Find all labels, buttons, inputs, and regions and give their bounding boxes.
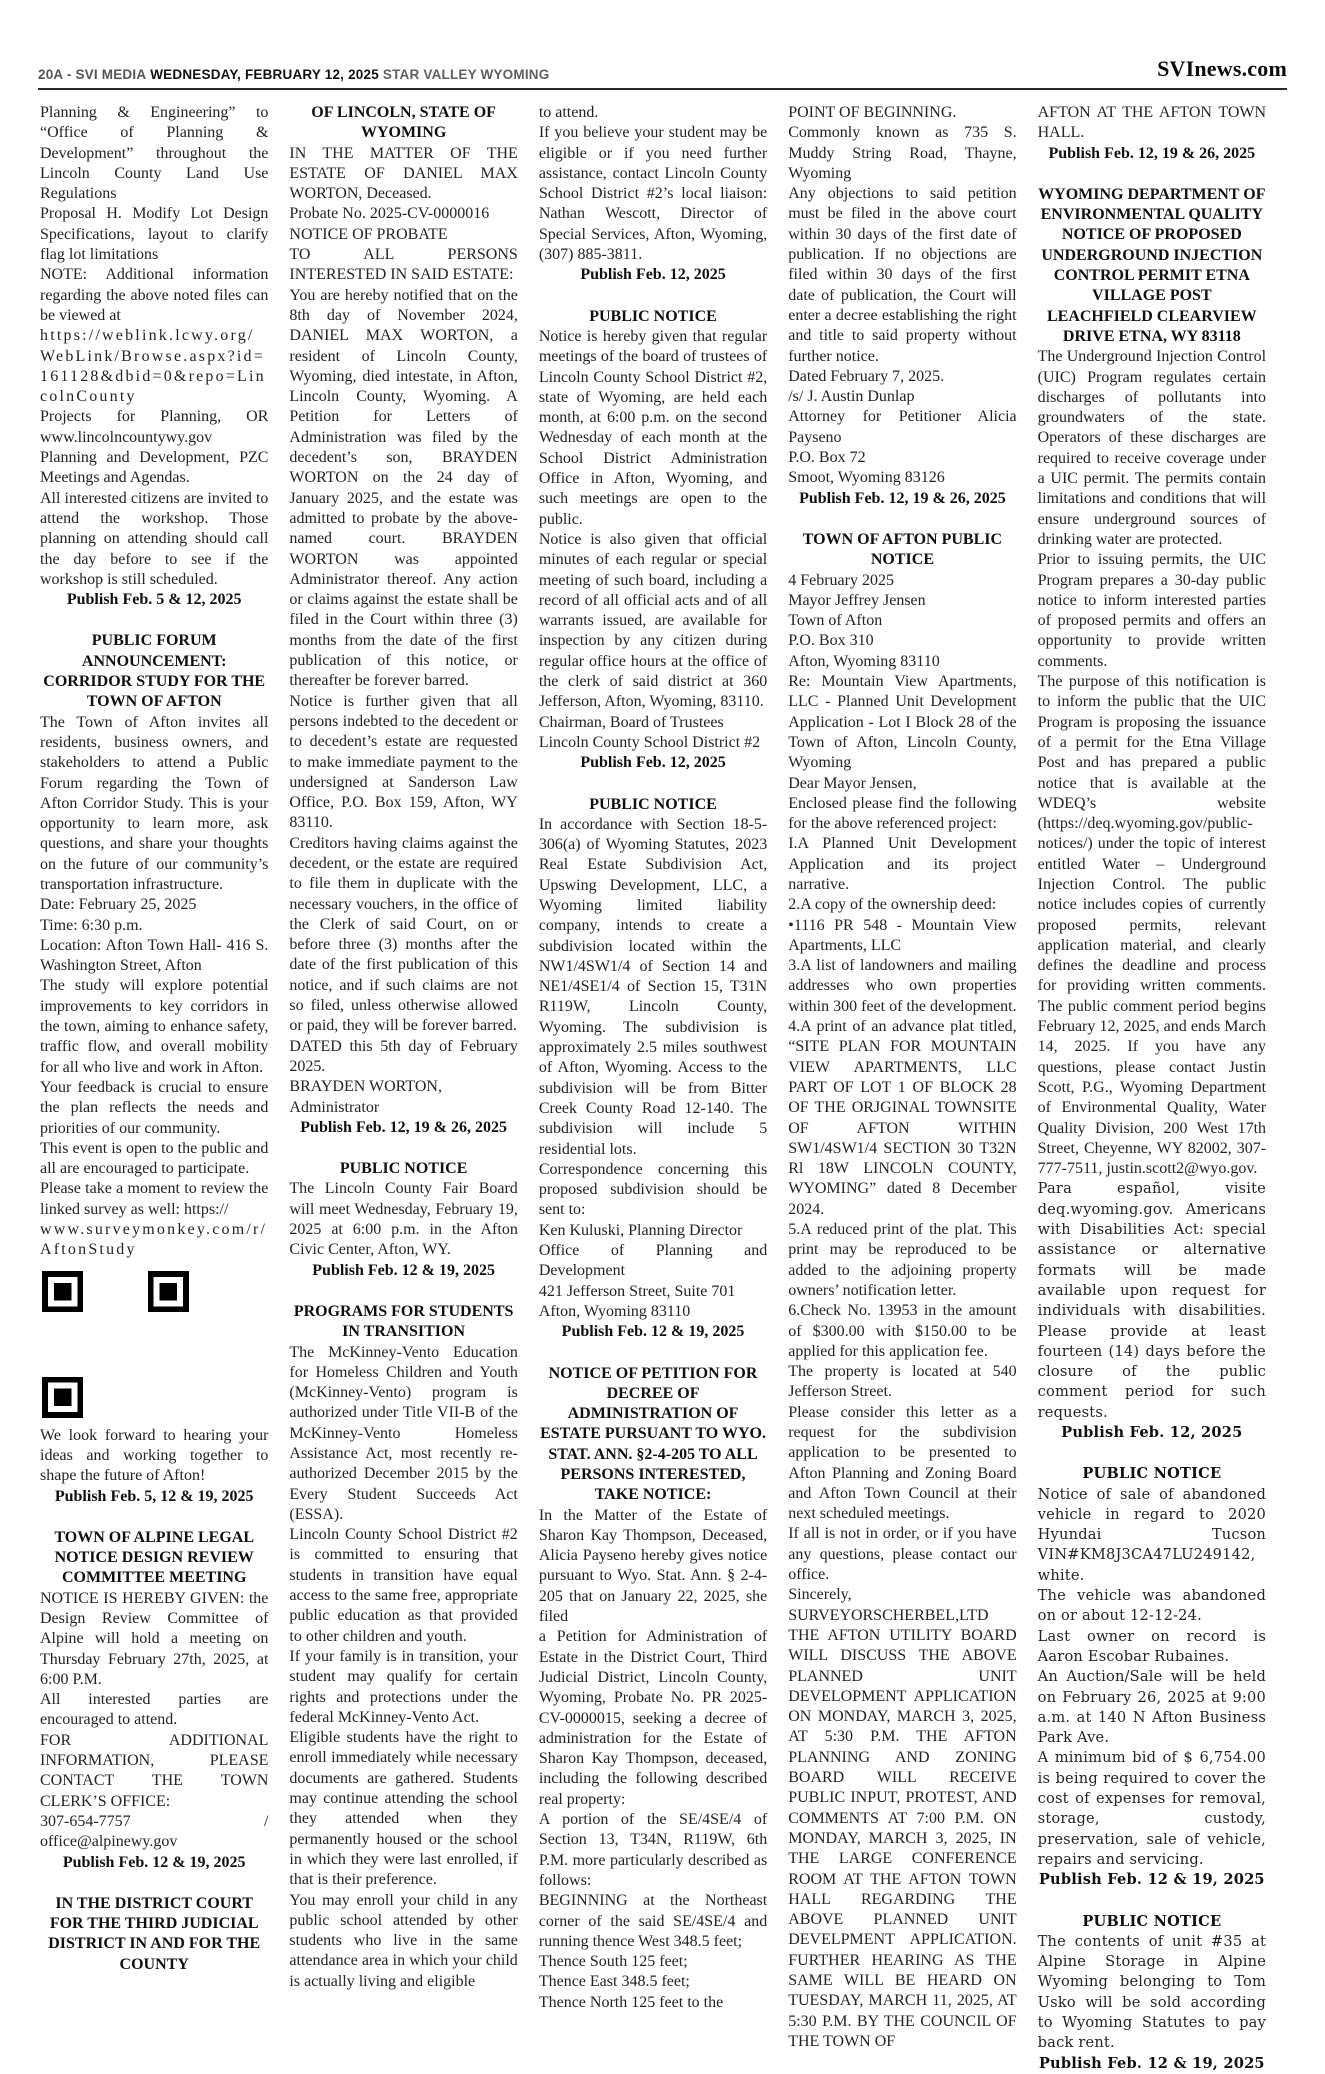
qr-code-image	[42, 1271, 189, 1418]
notice-paragraph: If all is not in order, or if you have any questions, please contact our office.	[788, 1525, 1017, 1584]
notice-paragraph: The Town of Afton invites all residents, business owners, and stakeholders to attend a Public Forum regarding the Town of Afton Corridor Study. This is your opportunity to learn more, ask questions, and share your thoughts on the future of our community’s transportation infrastructure.	[40, 713, 269, 893]
publish-line: Publish Feb. 12, 2025	[580, 754, 726, 772]
notice-paragraph: Notice is further given that all persons indebted to the decedent or to decedent’s estate are requested to make immediate payment to the undersigned at Sanderson Law Office, P.O. Box 159, Afton, WY 83110.	[289, 692, 518, 832]
notice-paragraph: AFTON AT THE AFTON TOWN HALL.	[1037, 104, 1267, 142]
notice-paragraph: Lincoln County School District #2 is committed to ensuring that students in transition have equal access to the same free, appropriate public education as that provided to other children and youth.	[289, 1526, 518, 1645]
notice-paragraph: THE AFTON UTILITY BOARD WILL DISCUSS THE ABOVE PLANNED UNIT DEVELOPMENT APPLICATION ON MONDAY, MARCH 3, 2025, AT 5:30 P.M. THE AFTON PLANNING AND ZONING BOARD WILL RECEIVE PUBLIC INPUT, PROTEST, AND COMMENTS AT 7:00 P.M. ON MONDAY, MARCH 3, 2025, IN THE LARGE CONFERENCE ROOM AT THE AFTON TOWN HALL REGARDING THE ABOVE PLANNED UNIT DEVELPMENT APPLICATION. FURTHER HEARING AS THE SAME WILL BE HEARD ON TUESDAY, MARCH 11, 2025, AT 5:30 P.M. BY THE COUNCIL OF THE TOWN OF	[788, 1626, 1017, 2050]
notice-paragraph: Please consider this letter as a request for the subdivision application to be presented to Afton Planning and Zoning Board and Afton Town Council at their next scheduled meetings.	[788, 1403, 1017, 1523]
notice-heading: PUBLIC NOTICE	[589, 307, 717, 325]
notice-paragraph: The Lincoln County Fair Board will meet Wednesday, February 19, 2025 at 6:00 p.m. in the Afton Civic Center, Afton, WY.	[289, 1180, 518, 1259]
notice-column	[788, 103, 1017, 2050]
notice-paragraph: 4.A print of an advance plat titled, “SITE PLAN FOR MOUNTAIN VIEW APARTMENTS, LLC PART OF LOT 1 OF BLOCK 28 OF THE ORJGINAL TOWNSITE OF AFTON WITHIN SW1/4SW1/4 SECTION 30 T32N Rl 18W LINCOLN COUNTY, WYOMING” dated 8 December 2024.	[788, 1018, 1017, 1218]
notice-paragraph: We look forward to hearing your ideas and working together to shape the future of Afton!	[40, 1426, 269, 1485]
notice-paragraph: P.O. Box 72	[788, 449, 866, 467]
notice-paragraph: Administrator	[289, 1098, 380, 1116]
notice-paragraph: In accordance with Section 18-5-306(a) of Wyoming Statutes, 2023 Real Estate Subdivision Act, Upswing Development, LLC, a Wyoming limited liability company, intends to create a subdivision located within the NW1/4SW1/4 of Section 14 and NE1/4SE1/4 of Section 15, T31N R119W, Lincoln County, Wyoming. The subdivision is approximately 2.5 miles southwest of Afton, Wyoming. Access to the subdivision will be from Bitter Creek County Road 12-140. The subdivision will include 5 residential lots.	[538, 815, 768, 1158]
notice-paragraph: SURVEYORSCHERBEL,LTD	[788, 1606, 989, 1624]
notice-paragraph: www.surveymonkey.com/r/AftonStudy	[40, 1221, 268, 1259]
notice-paragraph: Proposal H. Modify Lot Design Specifications, layout to clarify flag lot limitations	[40, 205, 269, 264]
notice-paragraph: Projects for Planning, OR www.lincolncountywy.gov Planning and Development, PZC Meetings and Agendas.	[40, 408, 269, 487]
notice-paragraph: NOTE: Additional information regarding the above noted files can be viewed at	[40, 266, 269, 324]
notice-column	[289, 103, 517, 2043]
notice-paragraph: Last owner on record is Aaron Escobar Rubaines.	[1037, 1627, 1267, 1665]
notice-paragraph: Date: February 25, 2025	[40, 896, 197, 914]
page-edition-label: 20A - SVI MEDIA	[38, 67, 147, 82]
notice-paragraph: Any objections to said petition must be filed in the above court within 30 days of the first date of publication. If no objections are filed within 30 days of the first date of publication, the Court will enter a decree establishing the right and title to said property without further notice.	[788, 185, 1017, 365]
publish-line: Publish Feb. 12, 2025	[580, 266, 726, 284]
notice-paragraph: to attend.	[538, 104, 599, 121]
publish-line: Publish Feb. 12 & 19, 2025	[1038, 2054, 1265, 2072]
issue-date: WEDNESDAY, FEBRUARY 12, 2025	[150, 67, 379, 82]
notice-paragraph: https://weblink.lcwy.org/WebLink/Browse.aspx?id=161128&dbid=0&repo=LincolnCounty	[40, 327, 266, 406]
notice-paragraph: Dear Mayor Jensen,	[788, 774, 917, 792]
notice-paragraph: 307-654-7757 / office@alpinewy.gov	[40, 1812, 269, 1851]
notice-paragraph: The contents of unit #35 at Alpine Storage in Alpine Wyoming belonging to Tom Usko will be sold according to Wyoming Statutes to pay back rent.	[1037, 1932, 1267, 2052]
notice-paragraph: Afton, Wyoming 83110	[788, 652, 940, 670]
notice-paragraph: A minimum bid of $ 6,754.00 is being required to cover the cost of expenses for removal, storage, custody, preservation, sale of vehicle, repairs and servicing.	[1037, 1749, 1267, 1868]
notice-paragraph: The Underground Injection Control (UIC) Program regulates certain discharges of pollutants into groundwaters of the state. Operators of these discharges are required to receive coverage under a UIC permit. The permits contain limitations and conditions that will ensure underground sources of drinking water are protected.	[1037, 348, 1267, 548]
publish-line: Publish Feb. 12 & 19, 2025	[62, 1853, 246, 1871]
notice-paragraph: 421 Jefferson Street, Suite 701	[538, 1282, 736, 1300]
notice-heading: PUBLIC NOTICE	[589, 795, 717, 813]
notice-paragraph: I.A Planned Unit Development Application and its project narrative.	[788, 835, 1017, 893]
notice-paragraph: POINT OF BEGINNING.	[788, 104, 957, 121]
notice-paragraph: a Petition for Administration of Estate in the District Court, Third Judicial District, Lincoln County, Wyoming, Probate No. PR 2025-CV-0000015, seeking a decree of administration for the Estate of Sharon Kay Thompson, deceased, including the following described real property:	[538, 1628, 768, 1808]
notice-paragraph: Ken Kuluski, Planning Director	[538, 1221, 743, 1239]
notice-paragraph: Enclosed please find the following for the above referenced project:	[788, 794, 1017, 833]
notice-paragraph: 3.A list of landowners and mailing addresses who own properties within 300 feet of the development.	[788, 957, 1017, 1015]
legal-notices-columns	[40, 103, 1267, 2072]
notice-paragraph: FOR ADDITIONAL INFORMATION, PLEASE CONTACT THE TOWN CLERK’S OFFICE:	[40, 1731, 269, 1810]
notice-paragraph: IN THE MATTER OF THE ESTATE OF DANIEL MAX WORTON, Deceased.	[289, 144, 518, 203]
notice-paragraph: Creditors having claims against the decedent, or the estate are required to file them in duplicate with the necessary vouchers, in the office of the Clerk of said Court, on or before three (3) months after the date of the first publication of this notice, and if such claims are not so filed, unless otherwise allowed or paid, they will be forever barred.	[289, 834, 518, 1035]
notice-paragraph: Attorney for Petitioner Alicia Payseno	[788, 408, 1017, 446]
masthead-left	[38, 67, 549, 82]
notice-paragraph: 4 February 2025	[788, 571, 894, 589]
publish-line: Publish Feb. 12 & 19, 2025	[561, 1323, 745, 1341]
notice-paragraph: In the Matter of the Estate of Sharon Kay Thompson, Deceased, Alicia Payseno hereby gives notice pursuant to Wyo. Stat. Ann. § 2-4-205 that on January 22, 2025, she filed	[538, 1506, 768, 1626]
publish-line: Publish Feb. 12 & 19, 2025	[312, 1261, 495, 1279]
notice-heading: TOWN OF ALPINE LEGAL NOTICE DESIGN REVIEW COMMITTEE MEETING	[54, 1528, 254, 1587]
notice-paragraph: /s/ J. Austin Dunlap	[788, 388, 915, 406]
notice-paragraph: Time: 6:30 p.m.	[40, 916, 143, 934]
notice-column	[1037, 103, 1267, 2072]
site-url: SVInews.com	[1157, 56, 1287, 81]
notice-heading: TOWN OF AFTON PUBLIC NOTICE	[802, 530, 1003, 569]
notice-paragraph: Notice is also given that official minutes of each regular or special meeting of such board, including a record of all official acts and of all warrants issued, are available for inspection by any citizen during regular office hours at the office of the clerk of said district at 360 Jefferson, Afton, Wyoming, 83110.	[538, 530, 768, 711]
notice-paragraph: Smoot, Wyoming 83126	[788, 469, 945, 487]
publish-line: Publish Feb. 12, 2025	[1061, 1424, 1243, 1441]
notice-paragraph: An Auction/Sale will be held on February 26, 2025 at 9:00 a.m. at 140 N Afton Business Park Ave.	[1037, 1668, 1267, 1747]
notice-column	[539, 103, 767, 2043]
notice-paragraph: Please take a moment to review the linked survey as well: https://	[40, 1180, 269, 1218]
notice-paragraph: NOTICE IS HEREBY GIVEN: the Design Review Committee of Alpine will hold a meeting on Thursday February 27th, 2025, at 6:00 P.M.	[40, 1589, 269, 1688]
notice-heading: NOTICE OF PETITION FOR DECREE OF ADMINISTRATION OF ESTATE PURSUANT TO WYO. STAT. ANN. §2-4-205 TO ALL PERSONS INTERESTED, TAKE NOTICE:	[540, 1364, 766, 1504]
region-label: STAR VALLEY WYOMING	[382, 67, 550, 82]
notice-paragraph: Office of Planning and Development	[538, 1242, 768, 1280]
notice-heading: PUBLIC NOTICE	[1082, 1465, 1222, 1483]
notice-paragraph: All interested parties are encouraged to attend.	[40, 1691, 269, 1729]
notice-paragraph: All interested citizens are invited to attend the workshop. Those planning on attending should call the day before to see if the workshop is still scheduled.	[40, 489, 269, 588]
masthead	[38, 56, 1287, 90]
notice-paragraph: •1116 PR 548 - Mountain View Apartments, LLC	[788, 916, 1017, 954]
notice-paragraph: 6.Check No. 13953 in the amount of $300.00 with $150.00 to be applied for this application fee.	[788, 1302, 1017, 1360]
notice-paragraph: Thence East 348.5 feet;	[538, 1973, 690, 1991]
publish-line: Publish Feb. 5, 12 & 19, 2025	[54, 1487, 254, 1505]
notice-paragraph: Eligible students have the right to enroll immediately while necessary documents are gathered. Students may continue attending the school they attended when they permanently housed or the school in which they were last enrolled, if that is their preference.	[289, 1729, 518, 1889]
notice-paragraph: P.O. Box 310	[788, 632, 874, 650]
notice-paragraph: Notice is hereby given that regular meetings of the board of trustees of Lincoln County School District #2, state of Wyoming, are held each month, at 6:00 p.m. on the second Wednesday of each month at the School District Administration Office in Afton, Wyoming, and such meetings are open to the public.	[538, 327, 768, 528]
notice-paragraph: Dated February 7, 2025.	[788, 367, 945, 385]
notice-heading: PUBLIC NOTICE	[339, 1160, 468, 1178]
notice-paragraph: Thence North 125 feet to the	[538, 1993, 724, 2011]
notice-paragraph: Probate No. 2025-CV-0000016	[289, 205, 490, 223]
notice-paragraph: Prior to issuing permits, the UIC Program prepares a 30-day public notice to inform interested parties of proposed permits and offers an opportunity to provide written comments.	[1037, 551, 1267, 670]
notice-paragraph: The purpose of this notification is to inform the public that the UIC Program is proposing the issuance of a permit for the Etna Village Post and has prepared a public notice that is available at the WDEQ’s website (https://deq.wyoming.gov/public-notices/) under the topic of interest entitled Water – Underground Injection Control. The public notice includes copies of currently proposed permits, relevant application material, and clearly defines the deadline and process for providing written comments. The public comment period begins February 12, 2025, and ends March 14, 2025. If you have any questions, please contact Justin Scott, P.G., Wyoming Department of Environmental Quality, Water Quality Division, 200 West 17th Street, Cheyenne, WY 82002, 307-777-7511, justin.scott2@wyo.gov.	[1037, 673, 1267, 1178]
notice-paragraph: Planning & Engineering” to “Office of Planning & Development” throughout the Lincoln County Land Use Regulations	[40, 104, 269, 203]
notice-paragraph: Notice of sale of abandoned vehicle in regard to 2020 Hyundai Tucson VIN#KM8J3CA47LU249142, white.	[1037, 1485, 1267, 1584]
notice-paragraph: Lincoln County School District #2	[538, 733, 761, 751]
notice-paragraph: Afton, Wyoming 83110	[538, 1302, 691, 1320]
notice-paragraph: 2.A copy of the ownership deed:	[788, 896, 997, 914]
notice-heading: WYOMING DEPARTMENT OF ENVIRONMENTAL QUALITY NOTICE OF PROPOSED UNDERGROUND INJECTION CONTROL PERMIT ETNA VILLAGE POST LEACHFIELD CLEARVIEW DRIVE ETNA, WY 83118	[1038, 185, 1266, 345]
notice-heading: PUBLIC NOTICE	[1082, 1912, 1222, 1930]
notice-paragraph: If you believe your student may be eligible or if you need further assistance, contact Lincoln County School District #2’s local liaison: Nathan Wescott, Director of Special Services, Afton, Wyoming, (307) 885-3811.	[538, 124, 768, 264]
notice-paragraph: Location: Afton Town Hall- 416 S. Washington Street, Afton	[40, 936, 269, 975]
notice-paragraph: Mayor Jeffrey Jensen	[788, 591, 926, 609]
notice-paragraph: The study will explore potential improvements to key corridors in the town, aiming to enhance safety, traffic flow, and overall mobility for all who live and work in Afton.	[40, 977, 269, 1076]
notice-heading: PUBLIC FORUM ANNOUNCEMENT: CORRIDOR STUDY FOR THE TOWN OF AFTON	[43, 632, 266, 711]
notice-paragraph: Thence South 125 feet;	[538, 1953, 688, 1971]
notice-paragraph: Sincerely,	[788, 1586, 852, 1604]
publish-line: Publish Feb. 5 & 12, 2025	[66, 591, 242, 609]
notice-paragraph: Re: Mountain View Apartments, LLC - Planned Unit Development Application - Lot I Block 28 of the Town of Afton, Lincoln County, Wyoming	[788, 673, 1017, 772]
notice-paragraph: 5.A reduced print of the plat. This print may be reproduced to be added to the adjoining property owners’ notification letter.	[788, 1221, 1017, 1299]
publish-line: Publish Feb. 12, 19 & 26, 2025	[799, 489, 1006, 507]
notice-paragraph: This event is open to the public and all are encouraged to participate.	[40, 1139, 269, 1178]
publish-line: Publish Feb. 12, 19 & 26, 2025	[300, 1118, 507, 1136]
notice-paragraph: BRAYDEN WORTON,	[289, 1078, 442, 1096]
notice-paragraph: A portion of the SE/4SE/4 of Section 13, T34N, R119W, 6th P.M. more particularly described as follows:	[538, 1811, 768, 1889]
qr-code	[42, 1271, 189, 1418]
notice-paragraph: BEGINNING at the Northeast corner of the said SE/4SE/4 and running thence West 348.5 feet;	[538, 1892, 768, 1950]
notice-paragraph: The McKinney-Vento Education for Homeless Children and Youth (McKinney-Vento) program is authorized under Title VII-B of the McKinney-Vento Homeless Assistance Act, most recently re-authorized December 2015 by the Every Student Succeeds Act (ESSA).	[289, 1343, 518, 1523]
notice-paragraph: TO ALL PERSONS INTERESTED IN SAID ESTATE:	[289, 246, 518, 284]
notice-paragraph: Para español, visite deq.wyoming.gov. Americans with Disabilities Act: special assistance or alternative formats will be made available upon request for individuals with disabilities. Please provide at least fourteen (14) days before the closure of the public comment period for such requests.	[1037, 1180, 1267, 1421]
notice-paragraph: Chairman, Board of Trustees	[538, 713, 724, 731]
notice-paragraph: The vehicle was abandoned on or about 12-12-24.	[1037, 1587, 1267, 1625]
notice-heading: IN THE DISTRICT COURT FOR THE THIRD JUDICIAL DISTRICT IN AND FOR THE COUNTY	[48, 1894, 261, 1973]
notice-column	[40, 103, 268, 2043]
notice-paragraph: You are hereby notified that on the 8th day of November 2024, DANIEL MAX WORTON, a resident of Lincoln County, Wyoming, died intestate, in Afton, Lincoln County, Wyoming. A Petition for Letters of Administration was filed by the decedent’s son, BRAYDEN WORTON on the 24 day of January 2025, and the estate was admitted to probate by the above- named court. BRAYDEN WORTON was appointed Administrator thereof. Any action or claims against the estate shall be filed in the Court within three (3) months from the date of the first publication of this notice, or thereafter be forever barred.	[289, 286, 518, 690]
notice-paragraph: Correspondence concerning this proposed subdivision should be sent to:	[538, 1160, 768, 1219]
notice-paragraph: You may enroll your child in any public school attended by other students who live in the same attendance area in which your child is actually living and eligible	[289, 1891, 518, 1990]
notice-heading: OF LINCOLN, STATE OF WYOMING	[311, 104, 496, 142]
notice-paragraph: Your feedback is crucial to ensure the plan reflects the needs and priorities of our community.	[40, 1078, 269, 1137]
notice-paragraph: NOTICE OF PROBATE	[289, 225, 448, 243]
notice-paragraph: The property is located at 540 Jefferson Street.	[788, 1363, 1017, 1401]
publish-line: Publish Feb. 12, 19 & 26, 2025	[1048, 144, 1256, 162]
notice-paragraph: Town of Afton	[788, 612, 883, 630]
notice-paragraph: If your family is in transition, your student may qualify for certain rights and protections under the federal McKinney-Vento Act.	[289, 1647, 518, 1726]
notice-paragraph: DATED this 5th day of February 2025.	[289, 1037, 518, 1075]
notice-heading: PROGRAMS FOR STUDENTS IN TRANSITION	[293, 1302, 514, 1341]
publish-line: Publish Feb. 12 & 19, 2025	[1038, 1871, 1265, 1889]
notice-paragraph: Commonly known as 735 S. Muddy String Road, Thayne, Wyoming	[788, 124, 1017, 182]
